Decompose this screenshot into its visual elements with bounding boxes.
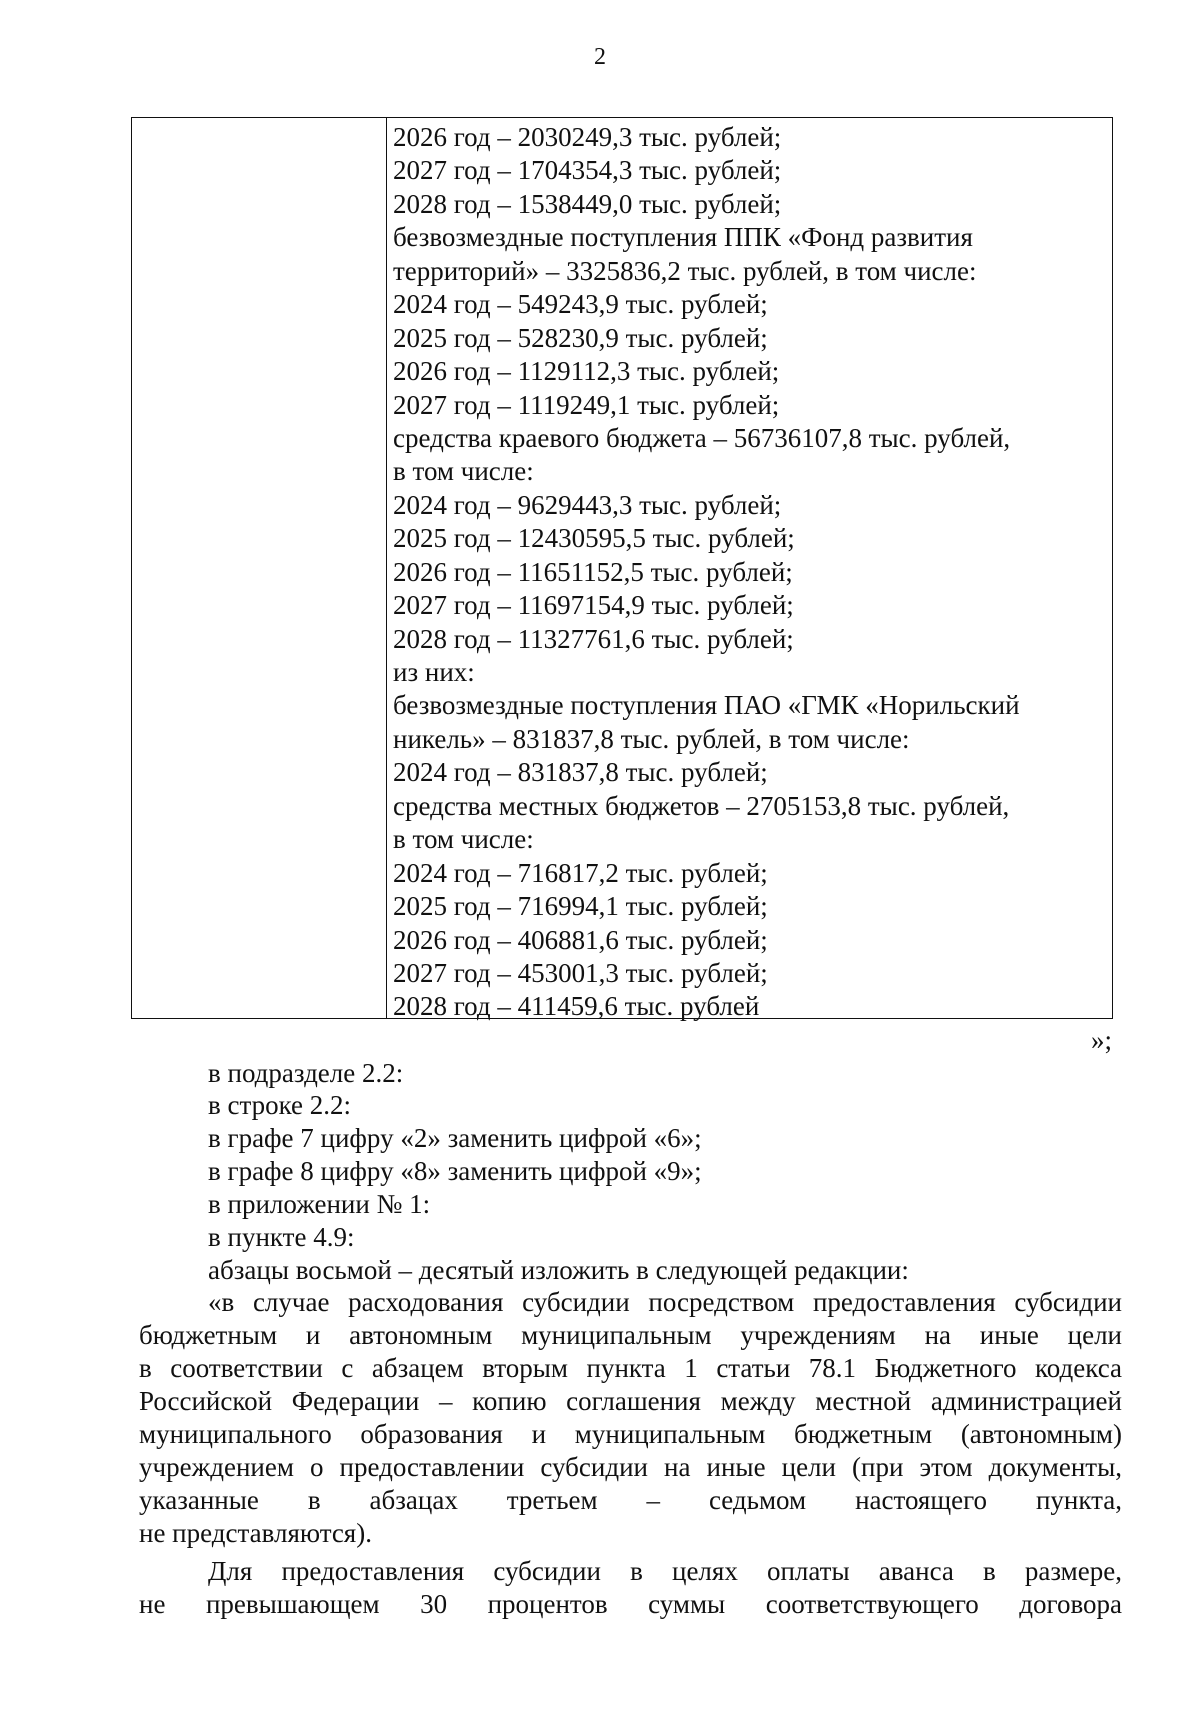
amendment-line: в подразделе 2.2: — [208, 1058, 404, 1088]
paragraph-line: Для предоставления субсидии в целях оплаты аванса в размере, — [208, 1556, 1122, 1586]
amendment-line: в графе 8 цифру «8» заменить цифрой «9»; — [208, 1156, 702, 1186]
closing-quote: »; — [1090, 1025, 1112, 1055]
table-line: 2027 год – 1119249,1 тыс. рублей; — [393, 389, 780, 420]
table-line: 2028 год – 411459,6 тыс. рублей — [393, 991, 760, 1022]
table-line: из них: — [393, 657, 475, 687]
table-line: в том числе: — [393, 824, 534, 855]
table-line: 2026 год – 406881,6 тыс. рублей; — [393, 924, 768, 955]
table-line: 2026 год – 2030249,3 тыс. рублей; — [393, 122, 782, 152]
amendment-line: в пункте 4.9: — [208, 1222, 355, 1252]
paragraph-line: не представляются). — [139, 1518, 372, 1548]
paragraph-line: «в случае расходования субсидии посредством предоставления субсидии — [208, 1287, 1122, 1317]
table-line: в том числе: — [393, 456, 534, 487]
table-line: территорий» – 3325836,2 тыс. рублей, в том числе: — [393, 255, 977, 286]
amendment-line: в графе 7 цифру «2» заменить цифрой «6»; — [208, 1123, 702, 1153]
paragraph-line: Российской Федерации – копию соглашения между местной администрацией — [139, 1386, 1122, 1416]
table-line: средства краевого бюджета – 56736107,8 тыс. рублей, — [393, 422, 1011, 453]
table-line: 2024 год – 831837,8 тыс. рублей; — [393, 757, 768, 788]
page-number: 2 — [594, 44, 606, 70]
paragraph-line: учреждением о предоставлении субсидии на иные цели (при этом документы, — [139, 1452, 1122, 1482]
table-left-cell — [132, 118, 387, 1018]
table-line: 2026 год – 1129112,3 тыс. рублей; — [393, 356, 780, 387]
table-line: 2027 год – 11697154,9 тыс. рублей; — [393, 590, 794, 621]
table-line: средства местных бюджетов – 2705153,8 тыс. рублей, — [393, 790, 1010, 821]
paragraph-line: бюджетным и автономным муниципальным учреждениям на иные цели — [139, 1320, 1122, 1350]
table-line: безвозмездные поступления ПАО «ГМК «Норильский — [393, 690, 1020, 721]
paragraph-line: указанные в абзацах третьем – седьмом настоящего пункта, — [139, 1485, 1122, 1515]
table-line: 2027 год – 453001,3 тыс. рублей; — [393, 957, 768, 988]
table-line: 2025 год – 12430595,5 тыс. рублей; — [393, 523, 795, 554]
table-line: 2025 год – 528230,9 тыс. рублей; — [393, 322, 768, 353]
budget-table — [131, 117, 1113, 1022]
paragraph-line: в соответствии с абзацем вторым пункта 1 статьи 78.1 Бюджетного кодекса — [139, 1353, 1122, 1383]
table-line: 2024 год – 549243,9 тыс. рублей; — [393, 289, 768, 320]
table-line: безвозмездные поступления ППК «Фонд развития — [393, 222, 973, 253]
paragraph-line: муниципального образования и муниципальным бюджетным (автономным) — [139, 1419, 1122, 1449]
paragraph-line: не превышающем 30 процентов суммы соответствующего договора — [139, 1589, 1122, 1619]
table-right-cell — [387, 118, 1112, 1022]
amendment-line: абзацы восьмой – десятый изложить в следующей редакции: — [208, 1255, 909, 1285]
amendment-line: в строке 2.2: — [208, 1090, 352, 1120]
table-line: никель» – 831837,8 тыс. рублей, в том числе: — [393, 723, 910, 754]
amendment-line: в приложении № 1: — [208, 1189, 431, 1219]
table-line: 2027 год – 1704354,3 тыс. рублей; — [393, 155, 782, 186]
table-line: 2025 год – 716994,1 тыс. рублей; — [393, 891, 768, 922]
table-line: 2028 год – 11327761,6 тыс. рублей; — [393, 623, 794, 654]
table-line: 2026 год – 11651152,5 тыс. рублей; — [393, 556, 793, 587]
table-line: 2028 год – 1538449,0 тыс. рублей; — [393, 188, 782, 219]
table-line: 2024 год – 9629443,3 тыс. рублей; — [393, 489, 782, 520]
table-line: 2024 год – 716817,2 тыс. рублей; — [393, 857, 768, 888]
